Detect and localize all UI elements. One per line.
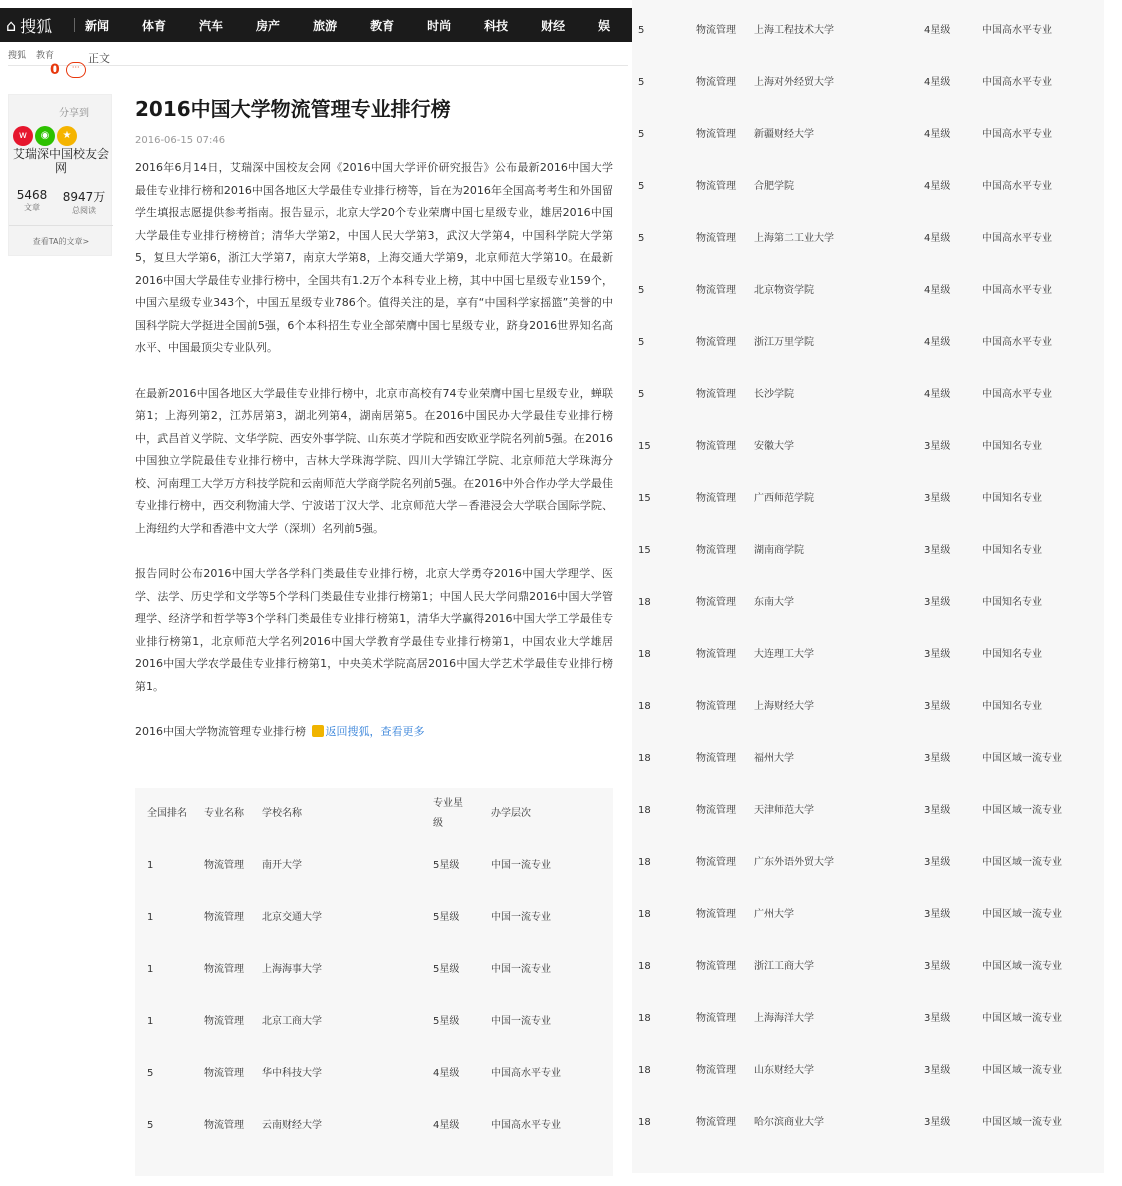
logo-text: 搜狐: [20, 16, 53, 36]
nav-item[interactable]: 体育: [142, 18, 167, 33]
level-cell: 中国知名专业: [982, 493, 1042, 504]
major-cell: 物流管理: [696, 77, 736, 88]
nav-item[interactable]: 旅游: [313, 18, 338, 33]
rank-cell: 15: [638, 441, 651, 452]
major-cell: 物流管理: [696, 857, 736, 868]
level-cell: 中国一流专业: [491, 912, 551, 923]
school-cell: 上海海洋大学: [754, 1013, 814, 1024]
school-cell: 南开大学: [262, 860, 302, 871]
table-row: [632, 941, 1104, 993]
rank-cell: 5: [638, 77, 645, 88]
major-cell: 物流管理: [696, 441, 736, 452]
table-row: [632, 733, 1104, 785]
top-navigation-bar: [0, 8, 632, 42]
breadcrumb-current: 正文: [88, 52, 110, 65]
star-cell: 3星级: [924, 597, 951, 608]
table-header-cell: 办学层次: [491, 808, 531, 819]
articles-label: 文章: [23, 203, 40, 212]
rank-cell: 18: [638, 805, 651, 816]
reads-count: 8947万: [62, 190, 106, 204]
major-cell: 物流管理: [696, 285, 736, 296]
school-cell: 安徽大学: [754, 441, 794, 452]
major-cell: 物流管理: [696, 1065, 736, 1076]
star-cell: 4星级: [924, 233, 951, 244]
level-cell: 中国高水平专业: [982, 233, 1052, 244]
nav-divider: [74, 18, 75, 32]
star-cell: 4星级: [924, 25, 951, 36]
star-cell: 3星级: [924, 545, 951, 556]
level-cell: 中国一流专业: [491, 964, 551, 975]
rank-cell: 18: [638, 1117, 651, 1128]
star-cell: 5星级: [433, 964, 460, 975]
star-cell: 3星级: [924, 857, 951, 868]
rank-cell: 18: [638, 961, 651, 972]
star-cell: 3星级: [924, 441, 951, 452]
level-cell: 中国高水平专业: [982, 181, 1052, 192]
table-header-row: [135, 788, 613, 840]
level-cell: 中国区域一流专业: [982, 961, 1062, 972]
table-row: [632, 421, 1104, 473]
articles-count: 5468: [16, 188, 48, 202]
rank-cell: 15: [638, 545, 651, 556]
school-cell: 上海工程技术大学: [754, 25, 834, 36]
nav-item[interactable]: 教育: [370, 18, 395, 33]
school-cell: 东南大学: [754, 597, 794, 608]
table-row: [632, 5, 1104, 57]
major-cell: 物流管理: [696, 1013, 736, 1024]
comment-count[interactable]: [50, 62, 86, 78]
major-cell: 物流管理: [696, 753, 736, 764]
table-row: [135, 1100, 613, 1152]
major-cell: 物流管理: [696, 493, 736, 504]
rank-cell: 1: [147, 964, 154, 975]
sohu-logo[interactable]: [0, 14, 72, 37]
table-row: [632, 785, 1104, 837]
sohu-emoji-icon: [312, 725, 324, 737]
table-intro-text: 2016中国大学物流管理专业排行榜: [135, 725, 306, 738]
article-paragraph: 在最新2016中国各地区大学最佳专业排行榜中，北京市高校有74专业荣膺中国七星级专业，蝉联第1；上海列第2，江苏居第3，湖北列第4，湖南居第5。在2016中国民办大学最佳专业排行榜中，武昌首义学院、文华学院、西安外事学院、山东英才学院和西安欧亚学院名列前5强。在2016中国独立学院最佳专业排行榜中，吉林大学珠海学院、四川大学锦江学院、北京师范大学珠海分校、河南理工大学万方科技学院和云南师范大学商学院名列前5强。在2016中外合作办学大学最佳专业排行榜中，西交利物浦大学、宁波诺丁汉大学、北京师范大学－香港浸会大学联合国际学院、上海纽约大学和香港中文大学（深圳）名列前5强。: [135, 386, 613, 535]
star-cell: 4星级: [924, 77, 951, 88]
table-row: [632, 57, 1104, 109]
table-row: [632, 837, 1104, 889]
level-cell: 中国知名专业: [982, 701, 1042, 712]
ranking-table: [135, 788, 613, 1176]
reads-label: 总阅读: [71, 206, 96, 215]
breadcrumb-sohu[interactable]: 搜狐: [8, 51, 27, 61]
rank-cell: 5: [638, 233, 645, 244]
rank-cell: 5: [147, 1120, 154, 1131]
table-row: [632, 889, 1104, 941]
rank-cell: 5: [638, 25, 645, 36]
level-cell: 中国高水平专业: [491, 1068, 561, 1079]
view-author-articles-link[interactable]: 查看TA的文章>: [9, 225, 113, 257]
qzone-icon[interactable]: ★: [57, 126, 77, 146]
rank-cell: 5: [638, 181, 645, 192]
major-cell: 物流管理: [696, 233, 736, 244]
level-cell: 中国区域一流专业: [982, 1065, 1062, 1076]
star-cell: 3星级: [924, 493, 951, 504]
rank-cell: 1: [147, 1016, 154, 1027]
major-cell: 物流管理: [204, 912, 244, 923]
table-row: [632, 1097, 1104, 1149]
article-paragraph: 报告同时公布2016中国大学各学科门类最佳专业排行榜，北京大学勇夺2016中国大学理学、医学、法学、历史学和文学等5个学科门类最佳专业排行榜第1；中国人民大学问鼎2016中国大学管理学、经济学和哲学等3个学科门类最佳专业排行榜第1，清华大学赢得2016中国大学工学最佳专业排行榜第1，北京师范大学名列2016中国大学教育学最佳专业排行榜第1，中国农业大学雄居2016中国大学农学最佳专业排行榜第1，中央美术学院高居2016中国大学艺术学最佳专业排行榜第1。: [135, 567, 613, 693]
rank-cell: 1: [147, 860, 154, 871]
school-cell: 山东财经大学: [754, 1065, 814, 1076]
major-cell: 物流管理: [696, 597, 736, 608]
rank-cell: 18: [638, 909, 651, 920]
major-cell: 物流管理: [696, 909, 736, 920]
rank-cell: 18: [638, 701, 651, 712]
rank-cell: 18: [638, 753, 651, 764]
rank-cell: 5: [638, 337, 645, 348]
rank-cell: 5: [638, 129, 645, 140]
school-cell: 北京工商大学: [262, 1016, 322, 1027]
level-cell: 中国知名专业: [982, 441, 1042, 452]
school-cell: 新疆财经大学: [754, 129, 814, 140]
school-cell: 北京交通大学: [262, 912, 322, 923]
article-date: 2016-06-15 07:46: [135, 135, 226, 146]
table-row: [632, 317, 1104, 369]
major-cell: 物流管理: [696, 181, 736, 192]
star-cell: 3星级: [924, 1117, 951, 1128]
table-row: [135, 840, 613, 892]
school-cell: 上海第二工业大学: [754, 233, 834, 244]
major-cell: 物流管理: [696, 1117, 736, 1128]
nav-item[interactable]: 财经: [541, 18, 566, 33]
nav-item[interactable]: 娱: [598, 18, 611, 33]
major-cell: 物流管理: [204, 1120, 244, 1131]
star-cell: 4星级: [924, 129, 951, 140]
star-cell: 3星级: [924, 1065, 951, 1076]
comment-count-number: 0: [50, 62, 60, 78]
level-cell: 中国区域一流专业: [982, 857, 1062, 868]
nav-item[interactable]: 科技: [484, 18, 509, 33]
school-cell: 长沙学院: [754, 389, 794, 400]
major-cell: 物流管理: [204, 1016, 244, 1027]
rank-cell: 5: [147, 1068, 154, 1079]
ranking-table-continued: [632, 0, 1104, 1173]
star-cell: 4星级: [924, 389, 951, 400]
breadcrumb: [8, 44, 628, 66]
level-cell: 中国高水平专业: [982, 389, 1052, 400]
table-header-cell: 学校名称: [262, 808, 302, 819]
major-cell: 物流管理: [696, 337, 736, 348]
author-card: [8, 94, 112, 256]
star-cell: 3星级: [924, 909, 951, 920]
school-cell: 湖南商学院: [754, 545, 804, 556]
school-cell: 北京物资学院: [754, 285, 814, 296]
table-header-cell: 全国排名: [147, 808, 187, 819]
article-title: 2016中国大学物流管理专业排行榜: [135, 97, 451, 121]
table-row: [632, 265, 1104, 317]
star-cell: 4星级: [433, 1120, 460, 1131]
table-header-cell: 专业星级: [433, 798, 463, 829]
table-row: [632, 1045, 1104, 1097]
level-cell: 中国高水平专业: [982, 285, 1052, 296]
level-cell: 中国高水平专业: [491, 1120, 561, 1131]
rank-cell: 18: [638, 857, 651, 868]
level-cell: 中国区域一流专业: [982, 1117, 1062, 1128]
star-cell: 3星级: [924, 753, 951, 764]
nav-item[interactable]: 新闻: [85, 18, 110, 33]
major-cell: 物流管理: [696, 649, 736, 660]
table-row: [632, 629, 1104, 681]
major-cell: 物流管理: [696, 701, 736, 712]
school-cell: 华中科技大学: [262, 1068, 322, 1079]
star-cell: 5星级: [433, 1016, 460, 1027]
nav-item[interactable]: 房产: [256, 18, 281, 33]
breadcrumb-education[interactable]: 教育: [36, 51, 55, 61]
star-cell: 3星级: [924, 805, 951, 816]
author-stats: [9, 188, 113, 216]
table-row: [632, 369, 1104, 421]
table-row: [135, 1048, 613, 1100]
level-cell: 中国知名专业: [982, 649, 1042, 660]
table-row: [135, 892, 613, 944]
level-cell: 中国高水平专业: [982, 77, 1052, 88]
weibo-icon[interactable]: w: [13, 126, 33, 146]
level-cell: 中国一流专业: [491, 860, 551, 871]
author-name[interactable]: 艾瑞深中国校友会网: [12, 147, 109, 175]
school-cell: 上海海事大学: [262, 964, 322, 975]
table-row: [632, 993, 1104, 1045]
school-cell: 广州大学: [754, 909, 794, 920]
nav-item[interactable]: 汽车: [199, 18, 224, 33]
star-cell: 5星级: [433, 860, 460, 871]
school-cell: 上海对外经贸大学: [754, 77, 834, 88]
table-row: [632, 681, 1104, 733]
level-cell: 中国区域一流专业: [982, 753, 1062, 764]
star-cell: 4星级: [924, 337, 951, 348]
school-cell: 哈尔滨商业大学: [754, 1117, 824, 1128]
rank-cell: 18: [638, 597, 651, 608]
level-cell: 中国一流专业: [491, 1016, 551, 1027]
school-cell: 广西师范学院: [754, 493, 814, 504]
star-cell: 3星级: [924, 961, 951, 972]
table-row: [632, 161, 1104, 213]
star-cell: 3星级: [924, 701, 951, 712]
home-icon: ⌂: [6, 15, 17, 35]
level-cell: 中国高水平专业: [982, 337, 1052, 348]
level-cell: 中国区域一流专业: [982, 805, 1062, 816]
major-cell: 物流管理: [696, 961, 736, 972]
school-cell: 上海财经大学: [754, 701, 814, 712]
table-row: [632, 577, 1104, 629]
school-cell: 天津师范大学: [754, 805, 814, 816]
level-cell: 中国区域一流专业: [982, 909, 1062, 920]
star-cell: 3星级: [924, 1013, 951, 1024]
nav-item[interactable]: 时尚: [427, 18, 452, 33]
major-cell: 物流管理: [696, 545, 736, 556]
school-cell: 浙江万里学院: [754, 337, 814, 348]
table-row: [632, 473, 1104, 525]
rank-cell: 1: [147, 912, 154, 923]
wechat-icon[interactable]: ◉: [35, 126, 55, 146]
school-cell: 福州大学: [754, 753, 794, 764]
star-cell: 4星级: [924, 285, 951, 296]
share-icons: [13, 126, 79, 146]
table-row: [632, 525, 1104, 577]
rank-cell: 18: [638, 649, 651, 660]
table-header-cell: 专业名称: [204, 808, 244, 819]
major-cell: 物流管理: [696, 389, 736, 400]
article-body: [135, 92, 613, 739]
star-cell: 5星级: [433, 912, 460, 923]
school-cell: 云南财经大学: [262, 1120, 322, 1131]
rank-cell: 5: [638, 389, 645, 400]
comment-bubble-icon: ···: [66, 62, 86, 78]
table-intro: [135, 723, 613, 739]
table-row: [135, 944, 613, 996]
major-cell: 物流管理: [696, 805, 736, 816]
rank-cell: 5: [638, 285, 645, 296]
level-cell: 中国高水平专业: [982, 25, 1052, 36]
level-cell: 中国知名专业: [982, 545, 1042, 556]
major-cell: 物流管理: [204, 860, 244, 871]
level-cell: 中国高水平专业: [982, 129, 1052, 140]
school-cell: 大连理工大学: [754, 649, 814, 660]
major-cell: 物流管理: [204, 964, 244, 975]
table-row: [135, 996, 613, 1048]
star-cell: 3星级: [924, 649, 951, 660]
share-label: 分享到: [59, 108, 89, 119]
major-cell: 物流管理: [696, 25, 736, 36]
star-cell: 4星级: [433, 1068, 460, 1079]
school-cell: 广东外语外贸大学: [754, 857, 834, 868]
school-cell: 浙江工商大学: [754, 961, 814, 972]
rank-cell: 15: [638, 493, 651, 504]
level-cell: 中国知名专业: [982, 597, 1042, 608]
article-paragraph: 2016年6月14日，艾瑞深中国校友会网《2016中国大学评价研究报告》公布最新2016中国大学最佳专业排行榜和2016中国各地区大学最佳专业排行榜等，旨在为2016年全国高考考生和外国留学生填报志愿提供参考指南。报告显示，北京大学20个专业荣膺中国七星级专业，雄居2016中国大学最佳专业排行榜榜首；清华大学第2，中国人民大学第3，武汉大学第4，中国科学院大学第5，复旦大学第6，浙江大学第7，南京大学第8，上海交通大学第9，北京师范大学第10。在最新2016中国大学最佳专业排行榜中，全国共有1.2万个本科专业上榜，其中中国七星级专业159个，中国六星级专业343个，中国五星级专业786个。值得关注的是，享有“中国科学家摇篮”美誉的中国科学院大学挺进全国前5强，6个本科招生专业全部荣膺中国七星级专业，跻身2016世界知名高水平、中国最顶尖专业队列。: [135, 161, 613, 354]
rank-cell: 18: [638, 1065, 651, 1076]
table-row: [632, 109, 1104, 161]
level-cell: 中国区域一流专业: [982, 1013, 1062, 1024]
table-row: [632, 213, 1104, 265]
back-to-sohu-link[interactable]: 返回搜狐，查看更多: [325, 725, 425, 738]
school-cell: 合肥学院: [754, 181, 794, 192]
rank-cell: 18: [638, 1013, 651, 1024]
major-cell: 物流管理: [696, 129, 736, 140]
major-cell: 物流管理: [204, 1068, 244, 1079]
star-cell: 4星级: [924, 181, 951, 192]
